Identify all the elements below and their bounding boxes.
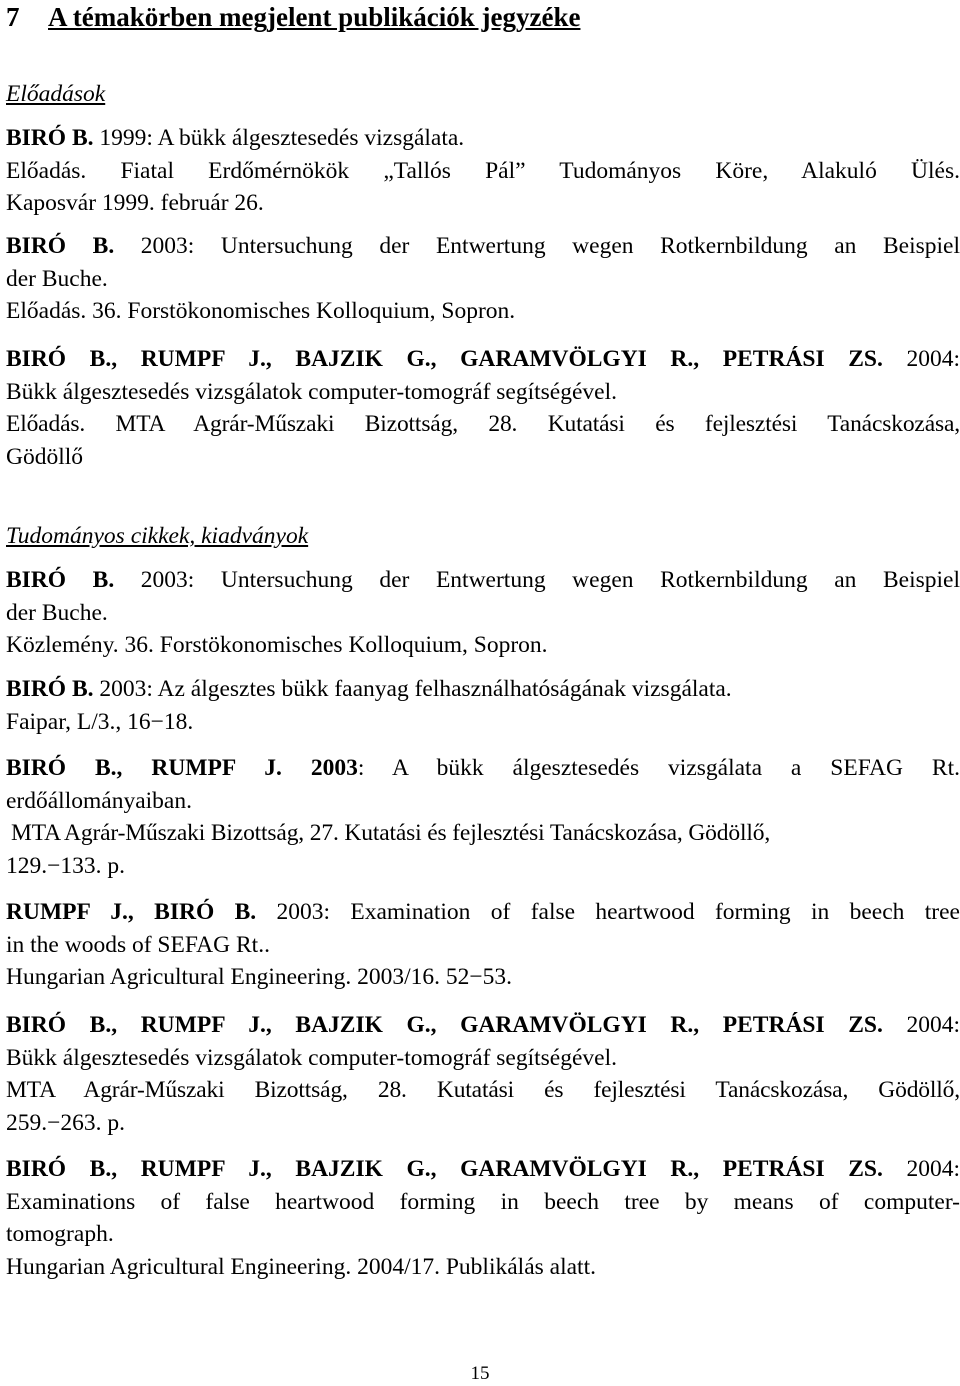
entry-authors: BIRÓ B., RUMPF J., BAJZIK G., GARAMVÖLGYI R., PETRÁSI ZS. [6,346,883,372]
publication-entry [6,673,960,738]
entry-authors: BIRÓ B. [6,567,115,593]
page-number: 15 [470,1363,490,1384]
entry-authors: BIRÓ B. [6,233,115,259]
entry-authors: BIRÓ B., RUMPF J., BAJZIK G., GARAMVÖLGYI R., PETRÁSI ZS. [6,1012,883,1038]
entry-text: Gödöllő [6,443,84,470]
entry-text: der Buche. [6,265,108,292]
entry-authors: BIRÓ B., RUMPF J., BAJZIK G., GARAMVÖLGYI R., PETRÁSI ZS. [6,1156,883,1182]
chapter-heading [6,2,580,32]
entry-text: Hungarian Agricultural Engineering. 2004/17. Publikálás alatt. [6,1253,596,1280]
entry-authors: RUMPF J., BIRÓ B. [6,899,257,925]
entry-authors: BIRÓ B. [6,676,94,702]
entry-text: 2004: [882,1012,960,1038]
entry-text: 259.−263. p. [6,1109,126,1136]
entry-authors: BIRÓ B. [6,125,94,151]
entry-text: tomograph. [6,1221,114,1247]
entry-text: Examinations of false heartwood forming in beech tree by means of computer- [6,1188,960,1215]
entry-text: MTA Agrár-Műszaki Bizottság, 27. Kutatási és fejlesztési Tanácskozása, Gödöllő, [11,820,771,846]
entry-text: Közlemény. 36. Forstökonomisches Kolloquium, Sopron. [6,632,548,658]
entry-text: Hungarian Agricultural Engineering. 2003/16. 52−53. [6,964,512,990]
chapter-number: 7 [6,2,20,32]
section-heading-cikkek: Tudományos cikkek, kiadványok [6,523,309,549]
entry-text: 1999: A bükk álgesztesedés vizsgálata. [93,125,465,151]
entry-text: in the woods of SEFAG Rt.. [6,931,270,958]
entry-text: Előadás. Fiatal Erdőmérnökök „Tallós Pál” Tudományos Köre, Alakuló Ülés. [6,157,960,184]
entry-text: : A bükk álgesztesedés vizsgálata a SEFAG Rt. [357,755,960,781]
publication-entry [6,1009,960,1139]
chapter-title: A témakörben megjelent publikációk jegyzéke [48,2,581,32]
entry-text: Bükk álgesztesedés vizsgálatok computer-tomográf segítségével. [6,378,617,405]
publication-entry [6,1153,960,1283]
publication-entry [6,896,960,994]
entry-text: 2003: Az álgesztes bükk faanyag felhasználhatóságának vizsgálata. [93,676,732,702]
entry-text: 2004: [882,1156,960,1182]
entry-text: 2003: Untersuchung der Entwertung wegen Rotkernbildung an Beispiel [114,233,960,259]
entry-authors: BIRÓ B., RUMPF J. [6,755,282,781]
entry-year: 2003 [310,755,358,781]
publication-entry [6,122,960,220]
publication-entry [6,343,960,473]
publication-entry [6,230,960,328]
entry-text: 2003: Examination of false heartwood forming in beech tree [256,899,960,925]
entry-text: 2004: [882,346,960,372]
entry-text: der Buche. [6,599,108,626]
publication-entry [6,564,960,662]
entry-text: Előadás. MTA Agrár-Műszaki Bizottság, 28. Kutatási és fejlesztési Tanácskozása, [6,411,960,437]
entry-text: Kaposvár 1999. február 26. [6,190,264,216]
section-heading-eloadasok: Előadások [6,81,106,107]
entry-text: 2003: Untersuchung der Entwertung wegen Rotkernbildung an Beispiel [114,567,960,593]
publication-entry [6,752,960,882]
entry-text: Faipar, L/3., 16−18. [6,708,194,735]
entry-text: MTA Agrár-Műszaki Bizottság, 28. Kutatási és fejlesztési Tanácskozása, Gödöllő, [6,1077,960,1103]
entry-text: 129.−133. p. [6,852,126,879]
entry-text: erdőállományaiban. [6,787,192,814]
entry-text: Előadás. 36. Forstökonomisches Kolloquium, Sopron. [6,298,516,324]
entry-text: Bükk álgesztesedés vizsgálatok computer-tomográf segítségével. [6,1044,617,1071]
